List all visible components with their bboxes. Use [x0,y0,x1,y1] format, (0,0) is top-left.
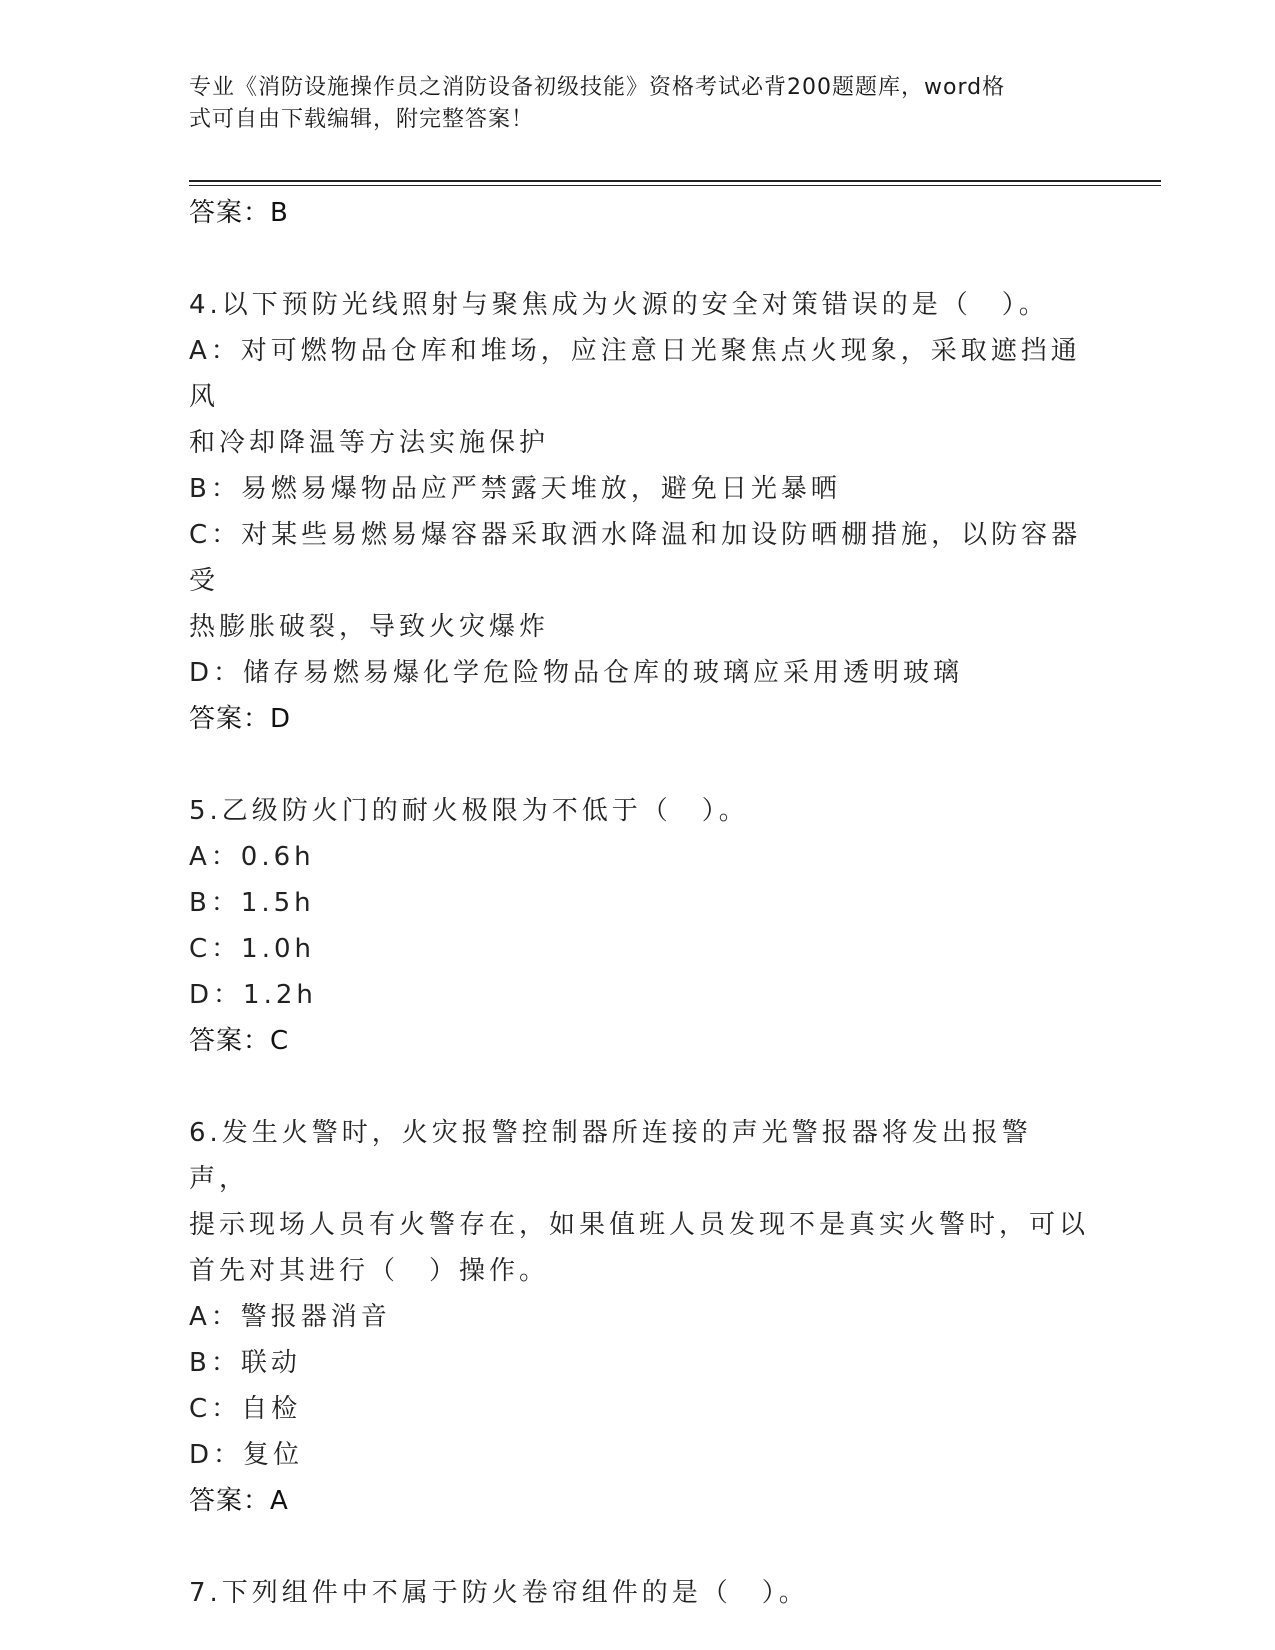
option-line: D：1.2h [189,980,317,1010]
option-line: D：储存易燃易爆化学危险物品仓库的玻璃应采用透明玻璃 [189,658,964,688]
answer-line: 答案：B [189,198,289,228]
spacer [189,1064,1089,1110]
option-line: C：1.0h [189,934,315,964]
question-stem: 7.下列组件中不属于防火卷帘组件的是（ ）。 [189,1578,809,1608]
question-stem: 5.乙级防火门的耐火极限为不低于（ ）。 [189,796,749,826]
question-block [189,1110,1089,1524]
answer-line: 答案：D [189,704,292,734]
header-divider-thin [189,185,1161,186]
option-line: A：警报器消音 [189,1302,391,1332]
option-line: B：1.5h [189,888,315,918]
question-block [189,282,1089,742]
spacer [189,1524,1089,1570]
question-block [189,1570,1089,1616]
option-line: 热膨胀破裂，导致火灾爆炸 [189,612,550,642]
answer-line: 答案：A [189,1486,289,1516]
option-line: B：易燃易爆物品应严禁露天堆放，避免日光暴晒 [189,474,841,504]
option-line: D：复位 [189,1440,304,1470]
option-line: C：对某些易燃易爆容器采取洒水降温和加设防晒棚措施，以防容器受 [189,520,1082,596]
option-line: A：0.6h [189,842,315,872]
spacer [189,236,1089,282]
header-divider-thick [189,180,1161,182]
header-line-1: 专业《消防设施操作员之消防设备初级技能》资格考试必背200题题库，word格 [189,75,1006,100]
question-stem: 首先对其进行（ ）操作。 [189,1256,550,1286]
question-stem: 提示现场人员有火警存在，如果值班人员发现不是真实火警时，可以 [189,1210,1090,1240]
option-line: B：联动 [189,1348,301,1378]
option-line: A：对可燃物品仓库和堆场，应注意日光聚焦点火现象，采取遮挡通风 [189,336,1081,412]
answer-line: 答案：C [189,1026,290,1056]
question-stem: 4.以下预防光线照射与聚焦成为火源的安全对策错误的是（ ）。 [189,290,1049,320]
document-header [189,72,1089,136]
document-body [189,190,1089,1616]
question-block [189,788,1089,1064]
option-line: 和冷却降温等方法实施保护 [189,428,550,458]
option-line: C：自检 [189,1394,302,1424]
question-stem: 6.发生火警时，火灾报警控制器所连接的声光警报器将发出报警声， [189,1118,1032,1194]
header-line-2: 式可自由下载编辑，附完整答案！ [189,107,535,132]
spacer [189,742,1089,788]
